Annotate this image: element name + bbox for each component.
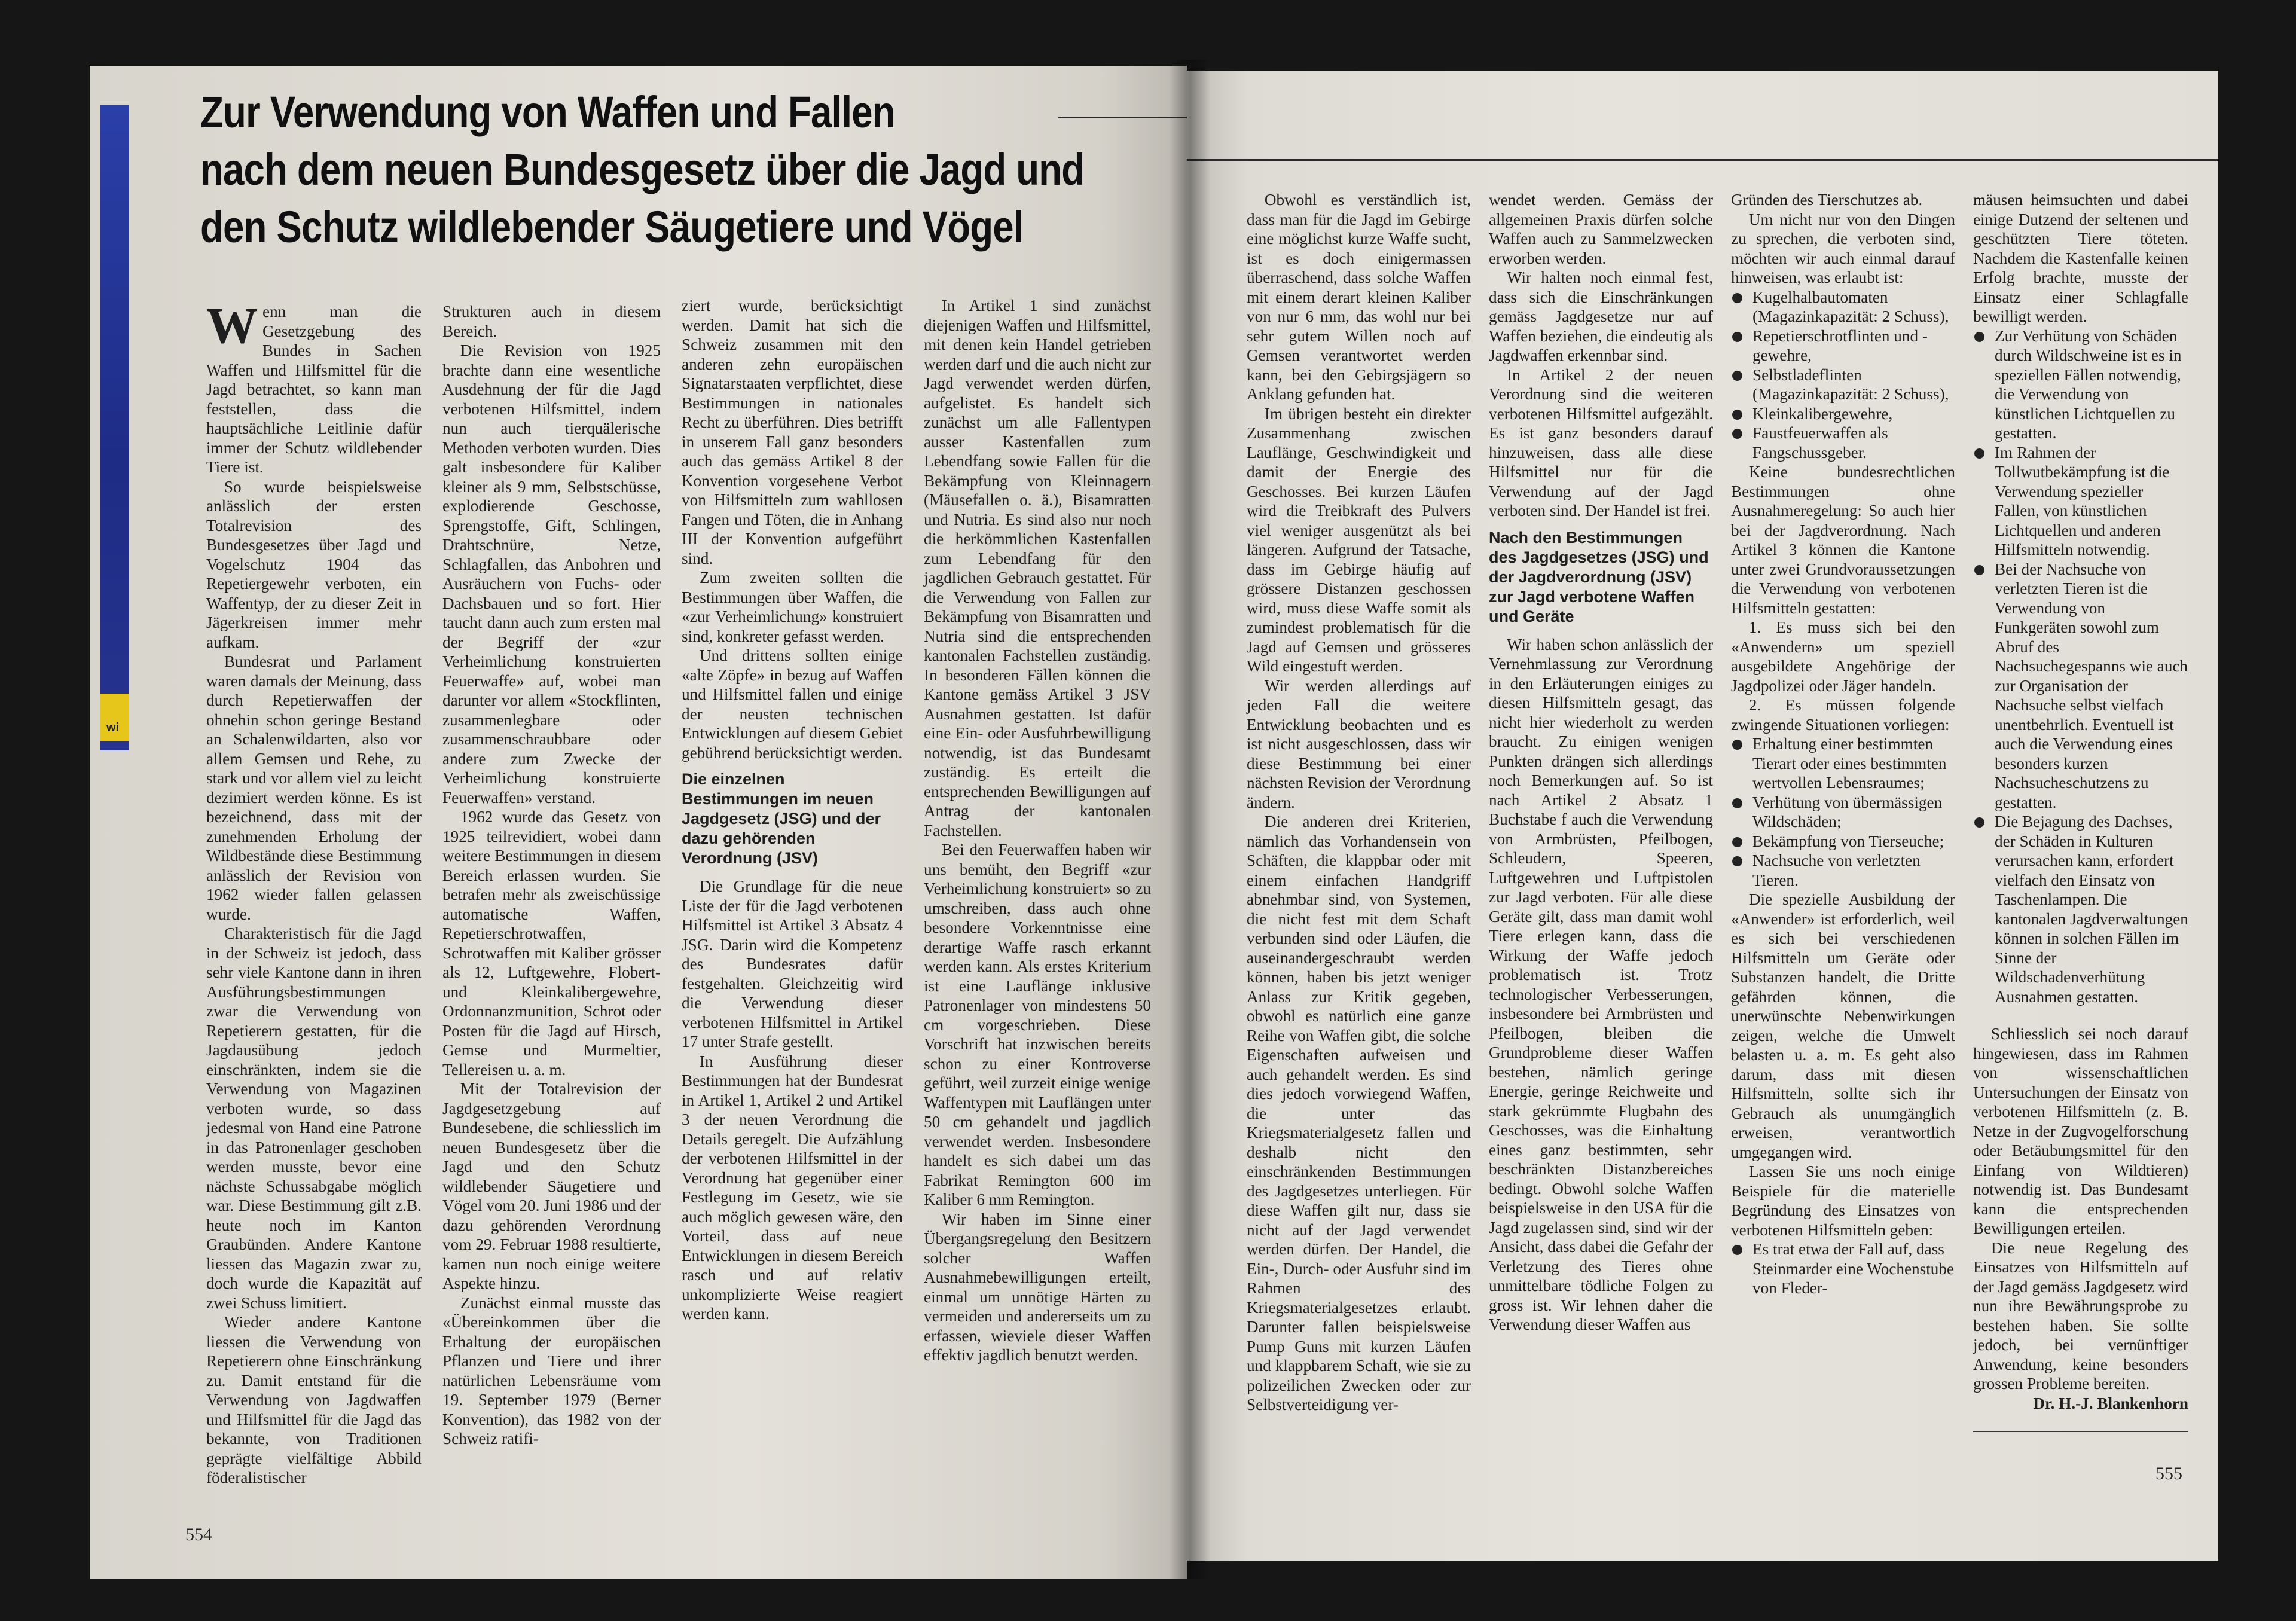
paragraph: Die Revision von 1925 brachte dann eine wesentliche Ausdehnung der für die Jagd verbotenen Hilfsmittel, indem nun auch tierquälerische Methoden verboten wurden. Dies galt insbesondere für Kaliber kleiner als 9 mm, Selbstschüsse, explodierende Geschosse, Sprengstoffe, Gift, Schlingen, Drahtschnüre, Netze, Schlagfallen, das Anbohren und Ausräuchern von Fuchs- oder Dachsbauen und so fort. Hier taucht dann auch zum ersten mal der Begriff der «zur Verheimlichung konstruierten Feuerwaffe» auf, wobei man darunter vor allem «Stockflinten, zusammenlegbare oder zusammenschraubbare oder andere zum Zwecke der Verheimlichung konstruierte Feuerwaffen» verstand. — [442, 341, 661, 807]
left-col-2 — [442, 302, 661, 1449]
list-item: Selbstladeflinten (Magazinkapazität: 2 Schuss), — [1731, 365, 1955, 404]
paragraph: 1. Es muss sich bei den «Anwendern» um speziell ausgebildete Angehörige der Jagdpolizei oder Jäger handeln. — [1731, 618, 1955, 695]
paragraph: enn man die Gesetzgebung des Bundes in Sachen Waffen und Hilfsmittel für die Jagd betrachtet, so kann man feststellen, dass die hauptsächliche Leitlinie dafür immer der Schutz wildlebender Tiere ist. — [206, 303, 422, 476]
right-col-3 — [1731, 190, 1955, 1298]
paragraph: Zunächst einmal musste das «Übereinkommen über die Erhaltung der europäischen Pflanzen und Tiere und ihrer natürlichen Lebensräume vom 19. September 1979 (Berner Konvention), das 1982 von der Schweiz ratifi- — [442, 1293, 661, 1448]
paragraph: Die anderen drei Kriterien, nämlich das Vorhandensein von Schäften, die klappbar oder mit einem einfachen Handgriff abnehmbar sind, von Systemen, die nicht fest mit dem Schaft verbunden sind oder Läufen, die auseinandergeschraubt werden können, haben bis jetzt weniger Anlass zur Kritik gegeben, obwohl es natürlich eine ganze Reihe von Waffen gibt, die solche Eigenschaften aufweisen und auch gehandelt werden. Es sind dies jedoch vorwiegend Waffen, die unter das Kriegsmaterialgesetz fallen und deshalb nicht den einschränkenden Bestimmungen des Jagdgesetzes unterliegen. Für diese Waffen gilt nur, dass sie nicht auf der Jagd verwendet werden dürfen. Der Handel, die Ein-, Durch- oder Ausfuhr sind im Rahmen des Kriegsmaterialgesetzes erlaubt. Darunter fallen beispielsweise Pump Guns mit kurzen Läufen und klappbarem Schaft, wie sie zu polizeilichen Zwecken oder zur Selbstverteidigung ver- — [1247, 813, 1471, 1414]
allowed-list — [1731, 288, 1955, 463]
list-item: Bekämpfung von Tierseuche; — [1731, 832, 1955, 851]
list-item: Repetierschrotflinten und -gewehre, — [1731, 326, 1955, 365]
paragraph: Die spezielle Ausbildung der «Anwender» ist erforderlich, weil es sich bei verschiedenen Hilfsmitteln um Geräte oder Substanzen handelt, die Dritte gefährden können, die unerwünschte Nebenwirkungen zeigen, welche die Umwelt belasten u. a. m. Es geht also darum, dass mit diesen Hilfsmitteln, sollte sich ihr Gebrauch als unumgänglich erweisen, verantwortlich umgegangen wird. — [1731, 890, 1955, 1161]
list-item: Es trat etwa der Fall auf, dass Steinmarder eine Wochenstube von Fleder- — [1731, 1240, 1955, 1298]
paragraph: Schliesslich sei noch darauf hingewiesen, dass im Rahmen von wissenschaftlichen Untersuchungen der Einsatz von verbotenen Hilfsmitteln (z. B. Netze in der Zugvogelforschung oder Betäubungsmittel für den Einfang von Wildtieren) notwendig ist. Das Bundesamt kann die entsprechenden Bewilligungen erteilen. — [1973, 1025, 2188, 1237]
paragraph: Strukturen auch in diesem Bereich. — [442, 303, 661, 340]
previous-page-edge — [100, 105, 129, 750]
list-item: Die Bejagung des Dachses, der Schäden in Kulturen verursachen kann, erfordert vielfach den Einsatz von Taschenlampen. Die kantonalen Jagdverwaltungen können in solchen Fällen im Sinne der Wildschadenverhütung Ausnahmen gestatten. — [1973, 812, 2188, 1006]
paragraph: 2. Es müssen folgende zwingende Situationen vorliegen: — [1731, 696, 1955, 734]
header-rule — [1187, 159, 2218, 161]
page-number-right: 555 — [2155, 1464, 2182, 1483]
paragraph: Wir werden allerdings auf jeden Fall die weitere Entwicklung beobachten und es ist nicht ausgeschlossen, dass wir diese Bestimmung bei einer nächsten Revision der Verordnung ändern. — [1247, 676, 1471, 811]
paragraph: Charakteristisch für die Jagd in der Schweiz ist jedoch, dass sehr viele Kantone dann in ihren Ausführungsbestimmungen zwar die Verwendung von Repetierern gestatten, für die Jagdausübung jedoch einschränkten, indem sie die Verwendung von Magazinen verboten wurde, so dass jedesmal von Hand eine Patrone in das Patronenlager geschoben werden musste, bevor eine nächste Schussabgabe möglich war. Diese Bestimmung gilt z.B. heute noch im Kanton Graubünden. Andere Kantone liessen das Magazin zwar zu, doch wurde die Kapazität auf zwei Schuss limitiert. — [206, 924, 422, 1312]
previous-page-edge-label — [100, 694, 129, 741]
right-col-2 — [1489, 190, 1713, 1335]
right-col-1 — [1247, 190, 1471, 1415]
right-page — [1187, 71, 2218, 1561]
list-item: Bei der Nachsuche von verletzten Tieren ist die Verwendung von Funkgeräten sowohl zum Abruf des Nachsuchegespanns wie auch zur Organisation der Nachsuche selbst vielfach unentbehrlich. Eventuell ist auch die Verwendung eines besonders kurzen Nachsucheschutzens zu gestatten. — [1973, 560, 2188, 813]
paragraph: mäusen heimsuchten und dabei einige Dutzend der seltenen und geschützten Tiere töteten. Nachdem die Kastenfalle keinen Erfolg brachte, musste der Einsatz einer Schlagfalle bewilligt werden. — [1973, 191, 2188, 325]
paragraph: Obwohl es verständlich ist, dass man für die Jagd im Gebirge eine möglichst kurze Waffe sucht, ist es doch einigermassen überraschend, dass solche Waffen mit einem derart kleinen Kaliber von nur 6 mm, das wohl nur bei sehr gutem Willen noch auf Gemsen verantwortet werden kann, bei den Gebirgsjägern so Anklang gefunden hat. — [1247, 191, 1471, 403]
paragraph: wendet werden. Gemäss der allgemeinen Praxis dürfen solche Waffen auch zu Sammelzwecken erworben werden. — [1489, 191, 1713, 267]
title-line-3: den Schutz wildlebender Säugetiere und Vögel — [200, 202, 1024, 252]
list-item: Im Rahmen der Tollwutbekämpfung ist die Verwendung spezieller Fallen, von künstlichen Lichtquellen und anderen Hilfsmitteln notwendig. — [1973, 443, 2188, 560]
paragraph: Die Grundlage für die neue Liste der für die Jagd verbotenen Hilfsmittel ist Artikel 3 Absatz 4 JSG. Darin wird die Kompetenz des Bundesrates dafür festgehalten. Gleichzeitig wird die Verwendung dieser verbotenen Hilfsmittel in Artikel 17 unter Strafe gestellt. — [682, 877, 903, 1051]
left-col-4 — [924, 296, 1151, 1365]
edge-strip-text: wi — [106, 721, 120, 734]
paragraph: In Artikel 1 sind zunächst diejenigen Waffen und Hilfsmittel, mit denen kein Handel getrieben werden darf und die auch nicht zur Jagd verwendet werden dürfen, aufgelistet. Es handelt sich zunächst um alle Fallentypen ausser Kastenfallen zum Lebendfang sowie Fallen für die Bekämpfung von Kleinnagern (Mäusefallen o. ä.), Bisamratten und Nutria. Es sind also nur noch die herkömmlichen Kastenfallen zum Lebendfang für den jagdlichen Gebrauch gestattet. Für die Verwendung von Fallen zur Bekämpfung von Bisamratten und Nutria sind die entsprechenden kantonalen Fachstellen zuständig. In besonderen Fällen können die Kantone gemäss Artikel 3 JSV Ausnahmen gestatten. Ist dafür eine Ein- oder Ausfuhrbewilligung notwendig, ist das Bundesamt zuständig. Es erteilt die entsprechenden Bewilligungen auf Antrag der kantonalen Fachstellen. — [924, 297, 1151, 839]
paragraph: Keine bundesrechtlichen Bestimmungen ohne Ausnahmeregelung: So auch hier bei der Jagdverordnung. Nach Artikel 3 können die Kantone unter zwei Grundvoraussetzungen die Verwendung von verbotenen Hilfsmitteln gestatten: — [1731, 463, 1955, 617]
author-byline: Dr. H.-J. Blankenhorn — [2033, 1394, 2188, 1412]
title-rule — [1058, 117, 1187, 118]
list-item: Nachsuche von verletzten Tieren. — [1731, 851, 1955, 890]
left-col-3 — [682, 296, 903, 1324]
list-item: Faustfeuerwaffen als Fangschussgeber. — [1731, 423, 1955, 462]
paragraph: In Ausführung dieser Bestimmungen hat der Bundesrat in Artikel 1, Artikel 2 und Artikel 3 der neuen Verordnung die Details geregelt. Die Aufzählung der verbotenen Hilfsmittel in der Verordnung hat gegenüber einer Festlegung im Gesetz, wie sie auch möglich gewesen wäre, den Vorteil, dass auf neue Entwicklungen in diesem Bereich rasch und auf relativ unkomplizierte Weise reagiert werden kann. — [682, 1052, 903, 1323]
list-item: Verhütung von übermässigen Wildschäden; — [1731, 793, 1955, 832]
paragraph: Bundesrat und Parlament waren damals der Meinung, dass durch Repetierwaffen der ohnehin schon geringe Bestand an Schalenwildarten, also vor allem Gemsen und Rehe, zu stark und vor allem viel zu leicht dezimiert werden könne. Es ist bezeichnend, dass mit der zunehmenden Erholung der Wildbestände diese Bestimmung anlässlich der Revision von 1962 wieder fallen gelassen wurde. — [206, 652, 422, 923]
section-heading: Die einzelnen Bestimmungen im neuen Jagdgesetz (JSG) und der dazu gehörenden Verordnung (JSV) — [682, 770, 881, 867]
title-line-1: Zur Verwendung von Waffen und Fallen — [200, 87, 895, 137]
paragraph: Und drittens sollten einige «alte Zöpfe» in bezug auf Waffen und Hilfsmittel fallen und einige der neusten technischen Entwicklungen auf diesem Gebiet gebührend berücksichtigt werden. — [682, 646, 903, 762]
paragraph: Mit der Totalrevision der Jagdgesetzgebung auf Bundesebene, die schliesslich im neuen Bundesgesetz über die Jagd und den Schutz wildlebender Säugetiere und Vögel vom 20. Juni 1986 und der dazu gehörenden Verordnung vom 29. Februar 1988 resultierte, kamen nun noch einige weitere Aspekte hinzu. — [442, 1080, 661, 1292]
list-item: Kleinkalibergewehre, — [1731, 404, 1955, 424]
paragraph: Lassen Sie uns noch einige Beispiele für die materielle Begründung des Einsatzes von verbotenen Hilfsmitteln geben: — [1731, 1162, 1955, 1239]
paragraph: 1962 wurde das Gesetz von 1925 teilrevidiert, wobei dann weitere Bestimmungen in diesem Bereich erlassen wurden. Sie betrafen mehr als zweischüssige automatische Waffen, Repetierschrotwaffen, Schrotwaffen mit Kaliber grösser als 12, Luftgewehre, Flobert- und Kleinkalibergewehre, Ordonnanzmunition, Schrot oder Posten für die Jagd auf Hirsch, Gemse und Murmeltier, Tellereisen u. a. m. — [442, 808, 661, 1079]
list-item: Zur Verhütung von Schäden durch Wildschweine ist es in speziellen Fällen notwendig, die Verwendung von künstlichen Lichtquellen zu gestatten. — [1973, 326, 2188, 443]
example-list-continued — [1973, 326, 2188, 1007]
paragraph: Um nicht nur von den Dingen zu sprechen, die verboten sind, möchten wir auch einmal darauf hinweisen, was erlaubt ist: — [1731, 210, 1955, 286]
paragraph: Wir halten noch einmal fest, dass sich die Einschränkungen gemäss Jagdgesetze nur auf Waffen beziehen, die eindeutig als Jagdwaffen erkennbar sind. — [1489, 268, 1713, 364]
paragraph: Wir haben schon anlässlich der Vernehmlassung zur Verordnung in den Erläuterungen einiges zu diesen Hilfsmitteln gesagt, das nicht hier wiederholt zu werden braucht. Zu einigen wenigen Punkten drängen sich allerdings noch Bemerkungen auf. So ist nach Artikel 2 Absatz 1 Buchstabe f auch die Verwendung von Armbrüsten, Pfeilbogen, Schleudern, Speeren, Luftgewehren und Luftpistolen zur Jagd verboten. Für alle diese Geräte gilt, dass man damit wohl Tiere erlegen kann, dass die Wirkung der Waffe jedoch problematisch ist. Trotz technologischer Verbesserungen, insbesondere bei Armbrüsten und Pfeilbogen, bleiben die Grundprobleme dieser Waffen bestehen, nämlich geringe Energie, geringe Reichweite und stark gekrümmte Flugbahn des Geschosses, was die Einhaltung eines ganz bestimmten, sehr beschränkten Distanzbereiches bedingt. Obwohl solche Waffen beispielsweise in den USA für die Jagd zugelassen sind, sind wir der Ansicht, dass dabei die Gefahr der Verletzung des Tieres ohne unmittelbare tödliche Folgen zu gross ist. Wir lehnen daher die Verwendung dieser Waffen aus — [1489, 635, 1713, 1333]
section-heading: Nach den Bestimmungen des Jagdgesetzes (JSG) und der Jagdverordnung (JSV) zur Jagd verbotene Waffen und Geräte — [1489, 528, 1709, 625]
situation-list — [1731, 734, 1955, 890]
left-col-1 — [206, 297, 422, 1488]
page-number-left: 554 — [185, 1525, 212, 1544]
paragraph: Die neue Regelung des Einsatzes von Hilfsmitteln auf der Jagd gemäss Jagdgesetz wird nun ihre Bewährungsprobe zu bestehen haben. Sie sollte jedoch, bei vernünftiger Anwendung, keine besonders grossen Probleme bereiten. — [1973, 1238, 2188, 1393]
article-title — [200, 84, 1085, 256]
dropcap: W — [206, 297, 258, 354]
end-rule — [1973, 1431, 2188, 1432]
paragraph: Wir haben im Sinne einer Übergangsregelung den Besitzern solcher Waffen Ausnahmebewilligungen erteilt, einmal um unnötige Härten zu vermeiden und andererseits um zu erfassen, wieviele dieser Waffen effektiv jagdlich benutzt werden. — [924, 1210, 1151, 1364]
paragraph: So wurde beispielsweise anlässlich der ersten Totalrevision des Bundesgesetzes über Jagd und Vogelschutz 1904 das Repetiergewehr verboten, ein Waffentyp, der zu dieser Zeit in Jägerkreisen immer mehr aufkam. — [206, 477, 422, 651]
paragraph: Im übrigen besteht ein direkter Zusammenhang zwischen Lauflänge, Geschwindigkeit und damit der Energie des Geschosses. Bei kurzen Läufen wird die Treibkraft des Pulvers viel weniger ausgenützt als bei längeren. Aufgrund der Tatsache, dass im Gebirge häufig auf grössere Distanzen geschossen wird, muss diese Waffe somit als zumindest problematisch für die Jagd auf Gemsen und grösseres Wild eingestuft werden. — [1247, 404, 1471, 675]
paragraph: Zum zweiten sollten die Bestimmungen über Waffen, die «zur Verheimlichung» konstruiert sind, konkreter gefasst werden. — [682, 569, 903, 645]
example-list — [1731, 1240, 1955, 1298]
paragraph: Bei den Feuerwaffen haben wir uns bemüht, den Begriff «zur Verheimlichung konstruiert» so zu umschreiben, dass auch ohne besondere Vorkenntnisse eine derartige Waffe rasch erkannt werden kann. Als erstes Kriterium ist eine Lauflänge inklusive Patronenlager von mindestens 50 cm vorgeschrieben. Diese Vorschrift hat inzwischen bereits schon zu einer Kontroverse geführt, weil zurzeit einige wenige Waffentypen mit Lauflängen unter 50 cm gehandelt und jagdlich verwendet werden. Insbesondere handelt es sich dabei um das Fabrikat Remington 600 im Kaliber 6 mm Remington. — [924, 841, 1151, 1208]
list-item: Erhaltung einer bestimmten Tierart oder eines bestimmten wertvollen Lebensraumes; — [1731, 734, 1955, 793]
list-item: Kugelhalbautomaten (Magazinkapazität: 2 Schuss), — [1731, 288, 1955, 326]
left-page — [90, 66, 1187, 1579]
paragraph: Wieder andere Kantone liessen die Verwendung von Repetierern ohne Einschränkung zu. Damit entstand für die Verwendung von Jagdwaffen und Hilfsmittel für die Jagd das bekannte, von Traditionen geprägte vielfältige Abbild föderalistischer — [206, 1313, 422, 1486]
paragraph: In Artikel 2 der neuen Verordnung sind die weiteren verbotenen Hilfsmittel aufgezählt. Es ist ganz besonders darauf hinzuweisen, dass alle diese Hilfsmittel nur für die Verwendung auf der Jagd verboten sind. Der Handel ist frei. — [1489, 365, 1713, 520]
right-col-4 — [1973, 190, 2188, 1432]
paragraph: Gründen des Tierschutzes ab. — [1731, 191, 1923, 209]
paragraph: ziert wurde, berücksichtigt werden. Damit hat sich die Schweiz zusammen mit den anderen zehn europäischen Signatarstaaten verpflichtet, diese Bestimmungen in nationales Recht zu überführen. Dies betrifft in unserem Fall ganz besonders auch das gemäss Artikel 8 der Konvention vorgesehene Verbot von Hilfsmitteln zum wahllosen Fangen und Töten, die in Anhang III der Konvention aufgeführt sind. — [682, 297, 903, 567]
title-line-2: nach dem neuen Bundesgesetz über die Jagd und — [200, 145, 1085, 194]
